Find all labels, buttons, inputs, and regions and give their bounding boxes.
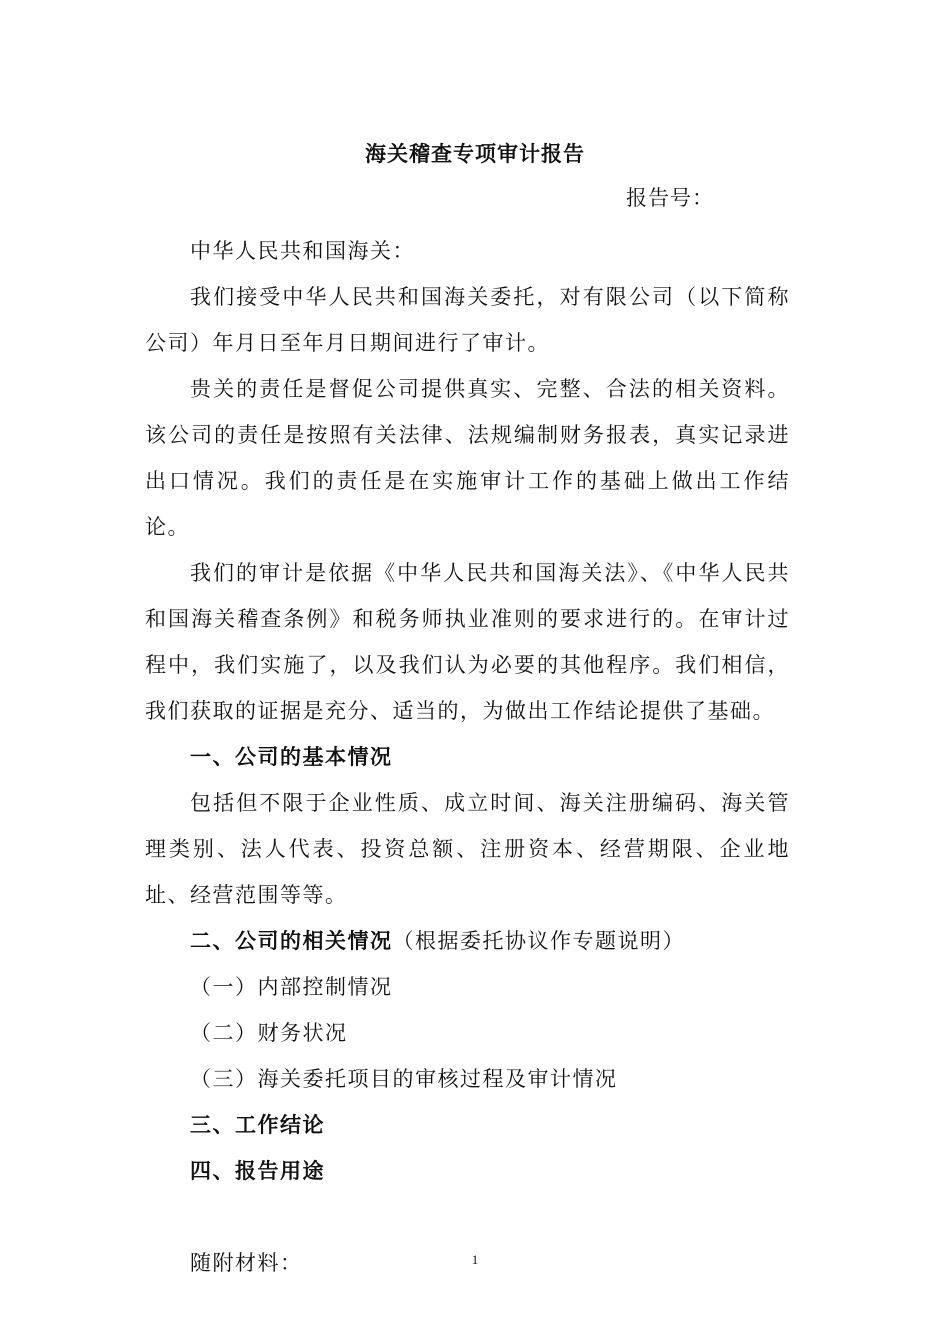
- paragraph-engagement: 我们接受中华人民共和国海关委托，对有限公司（以下简称公司）年月日至年月日期间进行了审计。: [145, 285, 790, 355]
- section1-text: 包括但不限于企业性质、成立时间、海关注册编码、海关管理类别、法人代表、投资总额、注册资本、经营期限、企业地址、经营范围等等。: [145, 791, 790, 907]
- section4-heading-line: [145, 1148, 790, 1194]
- document-title: 海关稽查专项审计报告: [365, 142, 585, 166]
- section2-item-internal-control: （一）内部控制情况: [190, 975, 393, 999]
- section3-heading: 三、工作结论: [190, 1113, 325, 1137]
- blank-line: [145, 1194, 790, 1240]
- report-number-label: 报告号：: [626, 186, 714, 210]
- section2-heading: 二、公司的相关情况: [190, 929, 393, 953]
- section2-item-audit-process: （三）海关委托项目的审核过程及审计情况: [190, 1067, 618, 1091]
- paragraph-responsibility: 贵关的责任是督促公司提供真实、完整、合法的相关资料。该公司的责任是按照有关法律、法规编制财务报表，真实记录进出口情况。我们的责任是在实施审计工作的基础上做出工作结论。: [145, 377, 790, 539]
- section1-heading: 一、公司的基本情况: [190, 745, 393, 769]
- paragraph-basis: 我们的审计是依据《中华人民共和国海关法》、《中华人民共和国海关稽查条例》和税务师执业准则的要求进行的。在审计过程中，我们实施了，以及我们认为必要的其他程序。我们相信，我们获取的证据是充分、适当的，为做出工作结论提供了基础。: [145, 561, 790, 723]
- section2-note: （根据委托协议作专题说明）: [392, 929, 685, 953]
- addressee: 中华人民共和国海关：: [190, 239, 415, 263]
- page-number: 1: [471, 1252, 479, 1267]
- document-body: [145, 228, 790, 1286]
- section2-item-financial: （二）财务状况: [190, 1021, 348, 1045]
- section3-heading-line: [145, 1102, 790, 1148]
- section4-heading: 四、报告用途: [190, 1159, 325, 1183]
- attachments-label: 随附材料：: [190, 1251, 303, 1275]
- section1-heading-line: [145, 734, 790, 780]
- section2-heading-line: [145, 918, 790, 964]
